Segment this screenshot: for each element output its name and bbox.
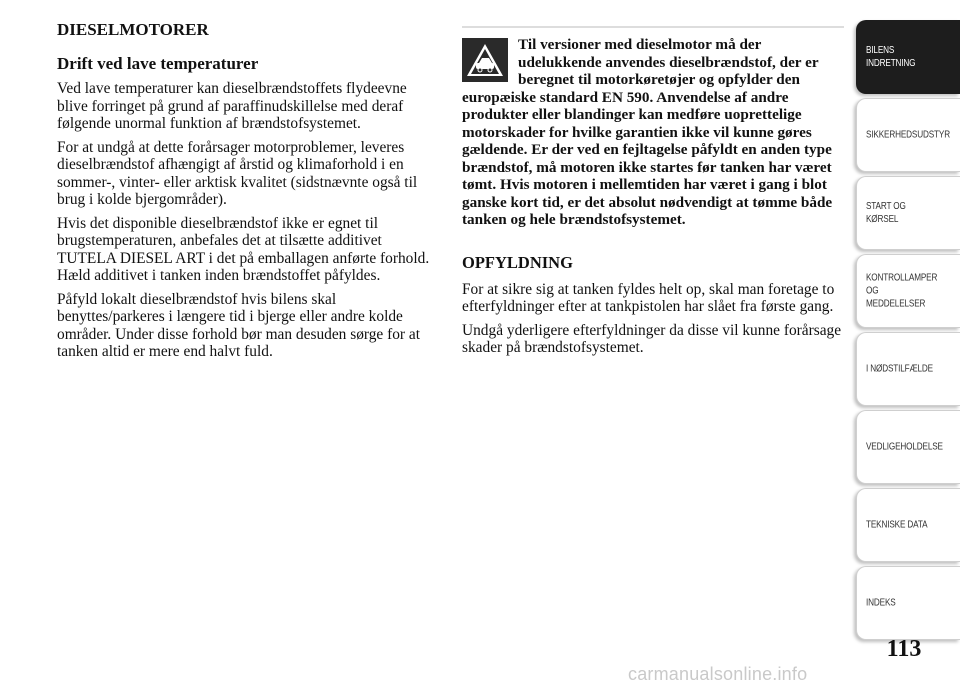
paragraph: For at undgå at dette forårsager motorproblemer, leveres dieselbrændstof afhængigt af årstid og klimaforhold i en sommer-, vinter- eller arktisk kvalitet (sidstnævnte også til brug i kolde bjergområder). bbox=[57, 138, 418, 208]
paragraph: Ved lave temperaturer kan dieselbrændstoffets flydeevne blive forringet på grund af paraffinudskillelse med deraf følgende unormal funktion af brændstofsystemet. bbox=[57, 80, 407, 132]
warning-car-icon bbox=[462, 38, 508, 82]
paragraph: Påfyld lokalt dieselbrændstof hvis bilens skal benyttes/parkeres i længere tid i bjerge eller andre kolde områder. Under disse forhold bør man desuden sørge for at tanken altid er mere end halvt fuld. bbox=[57, 290, 421, 360]
tab-label: START OG KØRSEL bbox=[866, 200, 906, 225]
section-heading-opfyldning: OPFYLDNING bbox=[462, 252, 573, 272]
tab-kontrollamper[interactable] bbox=[856, 254, 960, 328]
left-column bbox=[57, 20, 437, 367]
tab-label: I NØDSTILFÆLDE bbox=[866, 362, 933, 375]
paragraph: For at sikre sig at tanken fyldes helt op, skal man foretage to efterfyldninger efter at tankpistolen har slået fra første gang. bbox=[462, 280, 835, 315]
tab-label: VEDLIGEHOLDELSE bbox=[866, 440, 943, 453]
warning-text: Til versioner med dieselmotor må der udelukkende anvendes dieselbrændstof, der er beregnet til motorkøretøjer og opfylder den europæiske standard EN 590. Anvendelse af andre produkter eller blandinger kan medføre uoprettelige motorskader for hvilke garantien ikke vil kunne gøres gældende. Er der ved en fejltagelse påfyldt en anden type brændstof, må motoren ikke startes før tanken har været tømt. Hvis motoren i mellemtiden har været i gang i blot ganske kort tid, er det absolut nødvendigt at tømme både tanken og hele brændstofsystemet. bbox=[462, 36, 833, 228]
right-column bbox=[462, 36, 842, 363]
tab-sikkerhedsudstyr[interactable] bbox=[856, 98, 960, 172]
paragraph: Undgå yderligere efterfyldninger da disse vil kunne forårsage skader på brændstofsystemet. bbox=[462, 321, 842, 356]
tab-tekniske-data[interactable] bbox=[856, 488, 960, 562]
tab-bilens-indretning[interactable] bbox=[856, 20, 960, 94]
subsection-heading: Drift ved lave temperaturer bbox=[57, 54, 259, 73]
chapter-tabs bbox=[856, 20, 960, 644]
top-rule bbox=[462, 26, 844, 28]
tab-i-nodstilfaelde[interactable] bbox=[856, 332, 960, 406]
section-heading: DIESELMOTORER bbox=[57, 20, 209, 39]
tab-start-og-korsel[interactable] bbox=[856, 176, 960, 250]
tab-label: TEKNISKE DATA bbox=[866, 518, 928, 531]
tab-vedligeholdelse[interactable] bbox=[856, 410, 960, 484]
watermark: carmanualsonline.info bbox=[628, 664, 808, 684]
tab-label: BILENS INDRETNING bbox=[866, 44, 916, 69]
tab-indeks[interactable] bbox=[856, 566, 960, 640]
paragraph: Hvis det disponible dieselbrændstof ikke er egnet til brugstemperaturen, anbefales det at tilsætte additivet TUTELA DIESEL ART i det på emballagen anførte forhold. Hæld additivet i tanken inden brændstoffet påfyldes. bbox=[57, 214, 430, 284]
tab-label: SIKKERHEDSUDSTYR bbox=[866, 128, 950, 141]
page-number: 113 bbox=[886, 636, 922, 662]
tab-label: KONTROLLAMPER OG MEDDELELSER bbox=[866, 271, 938, 310]
tab-label: INDEKS bbox=[866, 596, 896, 609]
